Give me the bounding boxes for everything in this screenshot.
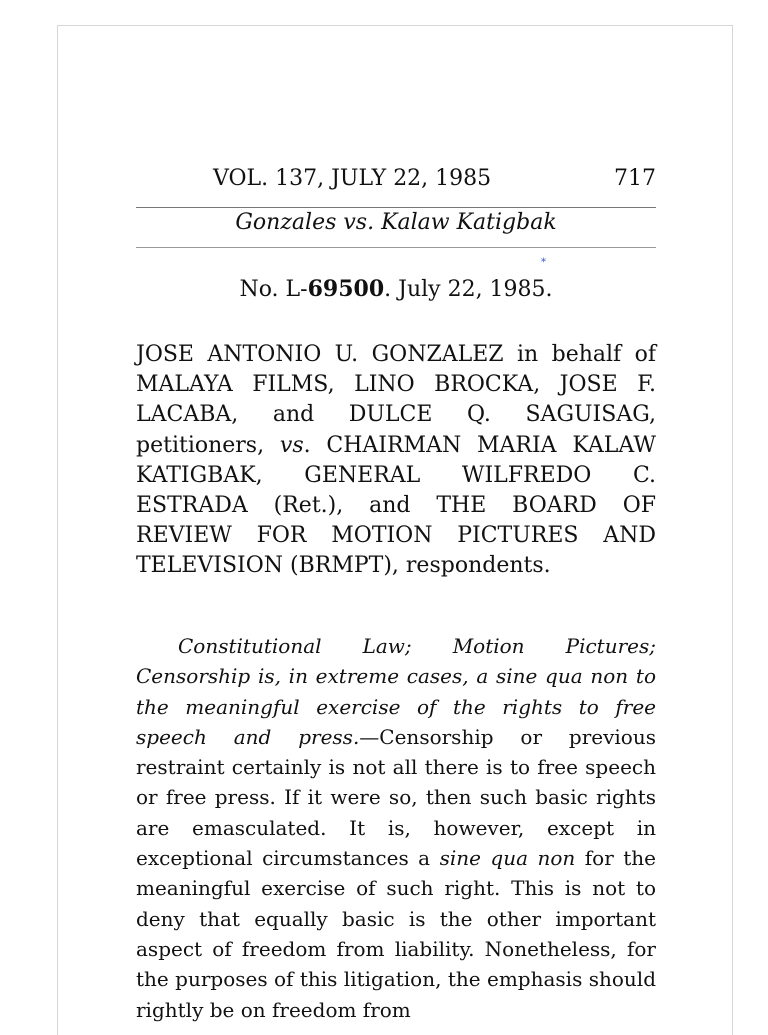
docket-prefix: No. L- (239, 277, 308, 302)
syllabus-dash: — (359, 724, 380, 749)
case-caption: Gonzales vs. Kalaw Katigbak (235, 210, 557, 235)
docket-line (136, 274, 656, 305)
docket-date: . July 22, 1985. (384, 277, 553, 302)
syllabus-latin-phrase: sine qua non (439, 846, 576, 871)
syllabus-paragraph (136, 631, 656, 1025)
versus-text: vs (279, 432, 304, 458)
case-parties (136, 340, 656, 582)
syllabus-text-1: Censorship or previous restraint certainly is not all there is to free speech or free press. If it were so, then such basic rights are emasculated. It is, however, except in exceptional circumstances a (136, 724, 656, 871)
running-header (136, 166, 656, 196)
petitioners-text: JOSE ANTONIO U. GONZALEZ in behalf of MALAYA FILMS, LINO BROCKA, JOSE F. LACABA, and DULCE Q. SAGUISAG, petitioners, (136, 342, 656, 458)
syllabus-headnote: Constitutional Law; Motion Pictures; Censorship is, in extreme cases, a sine qua non to the meaningful exercise of the rights to free speech and press. (136, 634, 656, 749)
volume-date: VOL. 137, JULY 22, 1985 (213, 166, 492, 191)
footnote-marker[interactable]: * (541, 257, 546, 268)
header-rule-bottom (136, 247, 656, 248)
syllabus-text-2: for the meaningful exercise of such right. This is not to deny that equally basic is the other important aspect of freedom from liability. Nonetheless, for the purposes of this litigation, the emphasis should rightly be on freedom from (136, 846, 656, 1022)
page-number: 717 (614, 166, 656, 191)
docket-number: 69500 (307, 276, 385, 302)
respondents-text: . CHAIRMAN MARIA KALAW KATIGBAK, GENERAL WILFREDO C. ESTRADA (Ret.), and THE BOARD OF REVIEW FOR MOTION PICTURES AND TELEVISION (BRMPT), respondents. (136, 432, 656, 579)
